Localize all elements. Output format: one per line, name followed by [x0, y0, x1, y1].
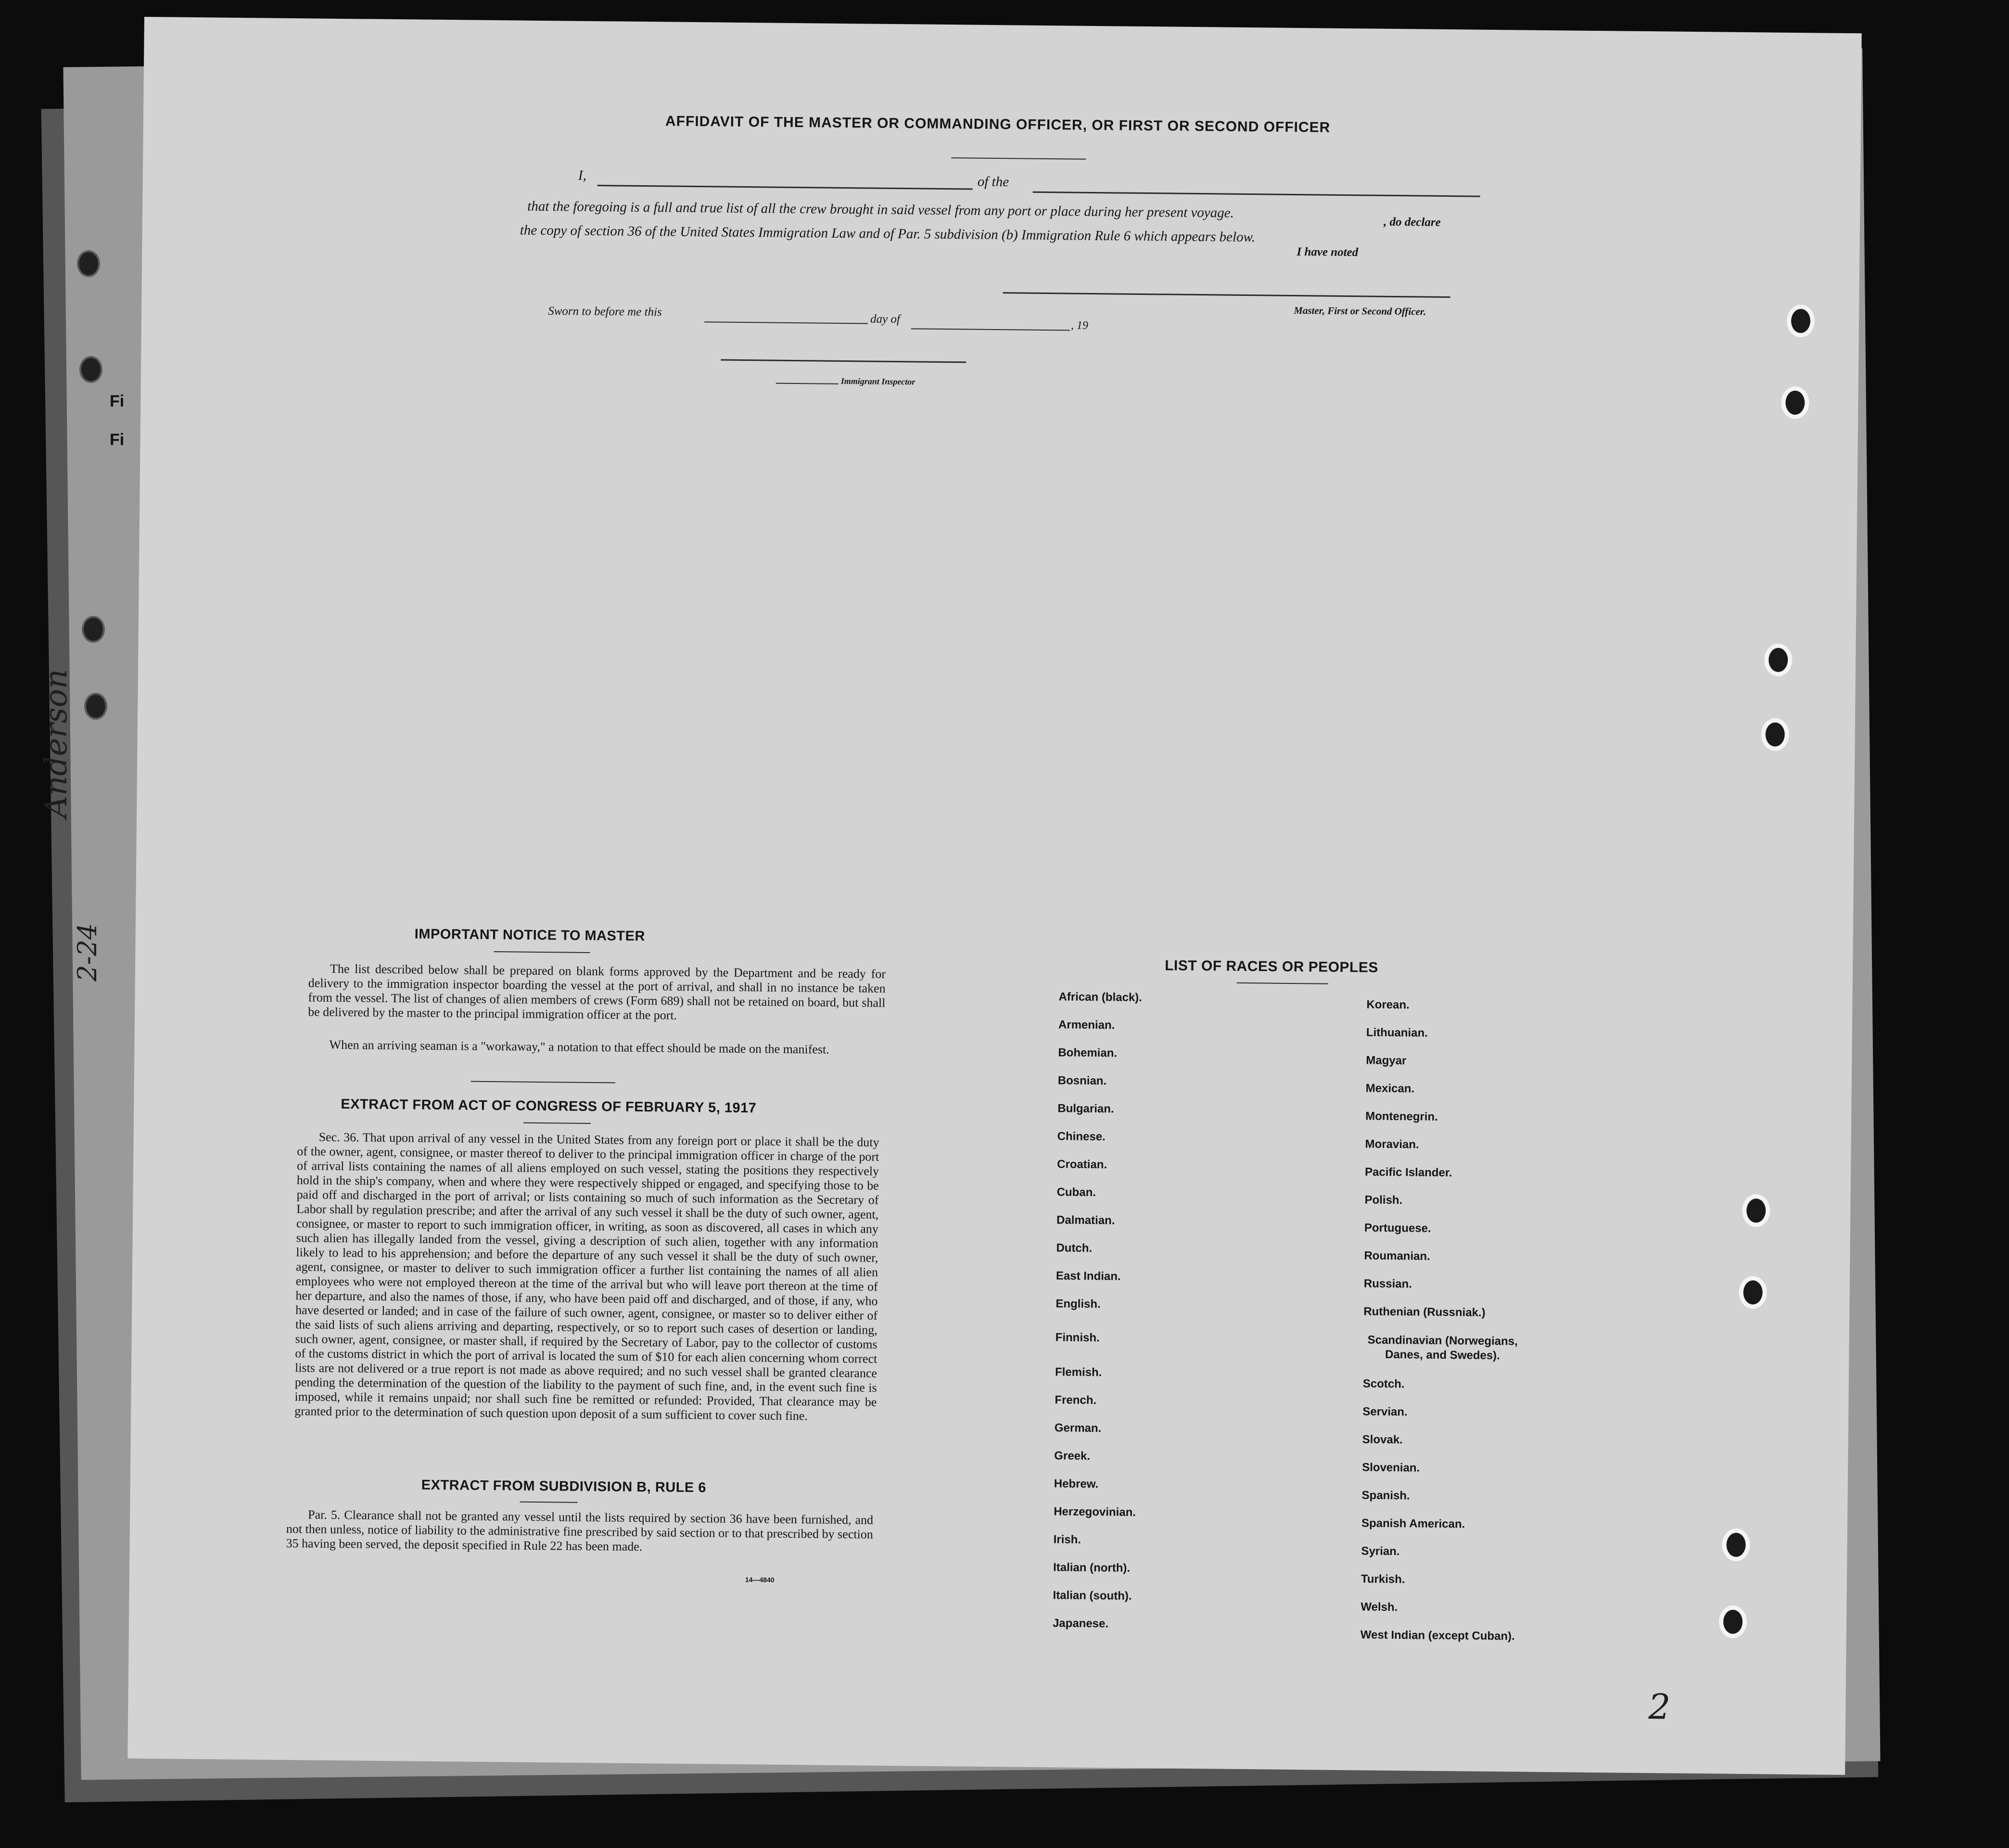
race-item: Servian. [1362, 1405, 1408, 1419]
races-title: LIST OF RACES OR PEOPLES [1165, 957, 1379, 976]
edge-mark: Fi [110, 392, 125, 410]
binder-hole [77, 250, 100, 277]
race-item: Finnish. [1055, 1331, 1100, 1345]
vessel-field-line [1033, 191, 1480, 197]
race-item: Portuguese. [1364, 1221, 1431, 1235]
race-item: Cuban. [1056, 1185, 1096, 1199]
extract-rule-text: Par. 5. Clearance shall not be granted any vessel until the lists required by section 36 have been furnished, and not then unless, notice of liability to the administrative fine prescribed by said section or to that prescribed by section 35 having been served, the deposit specified in Rule 22 has been made. [286, 1507, 874, 1554]
notice-paragraph-2: When an arriving seaman is a "workaway," a notation to that effect should be made on the manifest. [329, 1037, 829, 1057]
race-item: Roumanian. [1364, 1249, 1430, 1263]
race-item: German. [1054, 1421, 1102, 1435]
extract-act-text: Sec. 36. That upon arrival of any vessel in the United States from any foreign port or place it shall be the duty of the owner, agent, consignee, or master thereof to deliver to the principal immigration officer in charge of the port of arrival lists containing the names of all aliens employed on such vessel, stating the positions they respectively hold in the ship's company, when and where they were respectively shipped or engaged, and specifying those to be paid off and discharged in the port of arrival; or lists containing so much of such information as the Secretary of Labor shall by regulation prescribe; and after the arrival of any such vessel it shall be the duty of such owner, agent, consignee, or master to report to such immigration officer, in writing, as soon as discovered, all cases in which any such alien has illegally landed from the vessel, giving a description of such alien, together with any information likely to lead to his apprehension; and before the departure of any such vessel it shall be the duty of such owner, agent, consignee, or master to deliver to such immigration officer a further list containing the names of all alien employees who were not employed thereon at the time of the arrival but who will leave port thereon at the time of her departure, and also the names of those, if any, who have been paid off and discharged, and of those, if any, who have deserted or landed; and in case of the failure of such owner, agent, consignee, or master so to deliver either of the said lists of such aliens arriving and departing, respectively, or so to report such cases of desertion or landing, such owner, agent, consignee, or master shall, if required by the Secretary of Labor, pay to the collector of customs of the customs district in which the port of arrival is located the sum of $10 for each alien concerning whom correct lists are not delivered or a true report is not made as above required; and no such vessel shall be granted clearance pending the determination of the question of the liability to the payment of such fine, and, in the event such fine is imposed, while it remains unpaid; nor shall such fine be remitted or refunded: Provided, That clearance may be granted prior to the determination of such question upon deposit of a sum sufficient to cover such fine. [294, 1130, 879, 1423]
race-item: Pacific Islander. [1364, 1165, 1452, 1180]
race-item: Greek. [1054, 1449, 1091, 1463]
extract-act-rule [523, 1122, 591, 1124]
race-item: Moravian. [1365, 1137, 1419, 1151]
binder-hole [82, 616, 105, 643]
races-rule [1237, 982, 1328, 984]
inspector-line [721, 359, 966, 363]
race-item: Scotch. [1362, 1377, 1405, 1391]
affidavit-noted: I have noted [1297, 245, 1359, 259]
race-item: Herzegovinian. [1054, 1505, 1136, 1519]
notice-paragraph-1: The list described below shall be prepared on blank forms approved by the Department and be ready for delivery to the immigration inspector boarding the vessel at the port of arrival, and shall in no instance be taken from the vessel. The list of changes of alien members of crews (Form 689) shall not be retained on board, but shall be delivered by the master to the principal immigration officer at the port. [308, 961, 886, 1022]
notice-separator [471, 1081, 615, 1083]
race-item: Bulgarian. [1057, 1102, 1114, 1116]
binder-hole [84, 693, 107, 720]
race-item: Irish. [1053, 1533, 1081, 1546]
race-item: Polish. [1364, 1193, 1403, 1207]
month-line [911, 328, 1070, 331]
race-item: Russian. [1363, 1277, 1412, 1291]
punch-hole [1739, 1276, 1767, 1309]
punch-hole [1787, 305, 1815, 338]
race-item: Magyar [1366, 1054, 1407, 1068]
race-item: Syrian. [1361, 1544, 1400, 1558]
race-item: East Indian. [1055, 1269, 1121, 1283]
race-item: Dutch. [1056, 1241, 1093, 1255]
extract-rule-rule [520, 1502, 577, 1503]
sworn-day-line [704, 321, 868, 324]
race-item: Chinese. [1057, 1130, 1106, 1144]
extract-act-title: EXTRACT FROM ACT OF CONGRESS OF FEBRUARY 5, 1917 [341, 1096, 757, 1116]
affidavit-i: I, [578, 167, 586, 183]
race-item: Dalmatian. [1056, 1213, 1115, 1227]
race-item: Welsh. [1361, 1600, 1398, 1614]
punch-hole [1764, 643, 1793, 676]
binder-hole [79, 356, 102, 383]
inspector-label: Immigrant Inspector [840, 376, 915, 387]
race-item: English. [1055, 1297, 1101, 1311]
race-item: Armenian. [1058, 1018, 1115, 1032]
year-text: , 19 [1070, 319, 1089, 332]
punch-hole [1781, 386, 1809, 420]
race-item: Slovenian. [1362, 1461, 1420, 1475]
sworn-text: Sworn to before me this [548, 305, 662, 319]
punch-hole [1761, 718, 1790, 751]
race-item: Ruthenian (Russniak.) [1363, 1305, 1486, 1319]
affidavit-line3: the copy of section 36 of the United States Immigration Law and of Par. 5 subdivision (b) Immigration Rule 6 which appears below. [520, 222, 1256, 245]
race-item: Scandinavian (Norwegians, Danes, and Swedes). [1367, 1333, 1518, 1363]
race-item: Spanish. [1361, 1489, 1410, 1503]
affidavit-declare: , do declare [1383, 215, 1441, 229]
form-number: 14—4840 [745, 1576, 775, 1584]
notice-title: IMPORTANT NOTICE TO MASTER [414, 926, 645, 944]
inspector-short-line [776, 383, 839, 384]
punch-hole [1719, 1606, 1747, 1639]
race-item: Turkish. [1361, 1572, 1405, 1586]
handwritten-name: Anderson [38, 669, 74, 818]
handwritten-corner-mark: 2 [1648, 1686, 1671, 1727]
edge-mark: Fi [110, 431, 125, 449]
affidavit-title: AFFIDAVIT OF THE MASTER OR COMMANDING OFFICER, OR FIRST OR SECOND OFFICER [665, 113, 1331, 136]
race-item: Bohemian. [1058, 1046, 1118, 1060]
manifest-back-page [127, 17, 1862, 1775]
race-item: Montenegrin. [1365, 1109, 1438, 1123]
race-item: Slovak. [1362, 1433, 1403, 1447]
race-item: Hebrew. [1054, 1477, 1099, 1491]
race-item: French. [1055, 1393, 1097, 1407]
race-item: Japanese. [1052, 1617, 1109, 1631]
punch-hole [1742, 1194, 1770, 1227]
race-item: Italian (north). [1053, 1561, 1131, 1575]
race-item: Flemish. [1055, 1365, 1102, 1379]
affidavit-line2: that the foregoing is a full and true list of all the crew brought in said vessel from any port or place during her present voyage. [527, 198, 1234, 221]
race-item: Italian (south). [1053, 1589, 1132, 1603]
race-item: Spanish American. [1361, 1517, 1465, 1531]
title-rule [951, 157, 1086, 160]
affidavit-of-the: of the [977, 174, 1009, 190]
race-item: Mexican. [1365, 1082, 1415, 1096]
day-of-text: day of [870, 312, 900, 326]
punch-hole [1722, 1529, 1750, 1562]
race-item: Lithuanian. [1366, 1026, 1428, 1040]
signature-label: Master, First or Second Officer. [1294, 304, 1426, 318]
handwritten-date: 2-24 [72, 923, 102, 981]
name-field-line [598, 185, 973, 190]
race-item: Korean. [1366, 998, 1410, 1012]
race-item: West Indian (except Cuban). [1360, 1628, 1515, 1643]
race-item: African (black). [1058, 990, 1143, 1005]
extract-rule-title: EXTRACT FROM SUBDIVISION B, RULE 6 [421, 1477, 707, 1496]
notice-rule [494, 951, 590, 953]
signature-line [1003, 292, 1450, 298]
race-item: Bosnian. [1057, 1074, 1107, 1088]
race-item: Croatian. [1057, 1158, 1107, 1172]
